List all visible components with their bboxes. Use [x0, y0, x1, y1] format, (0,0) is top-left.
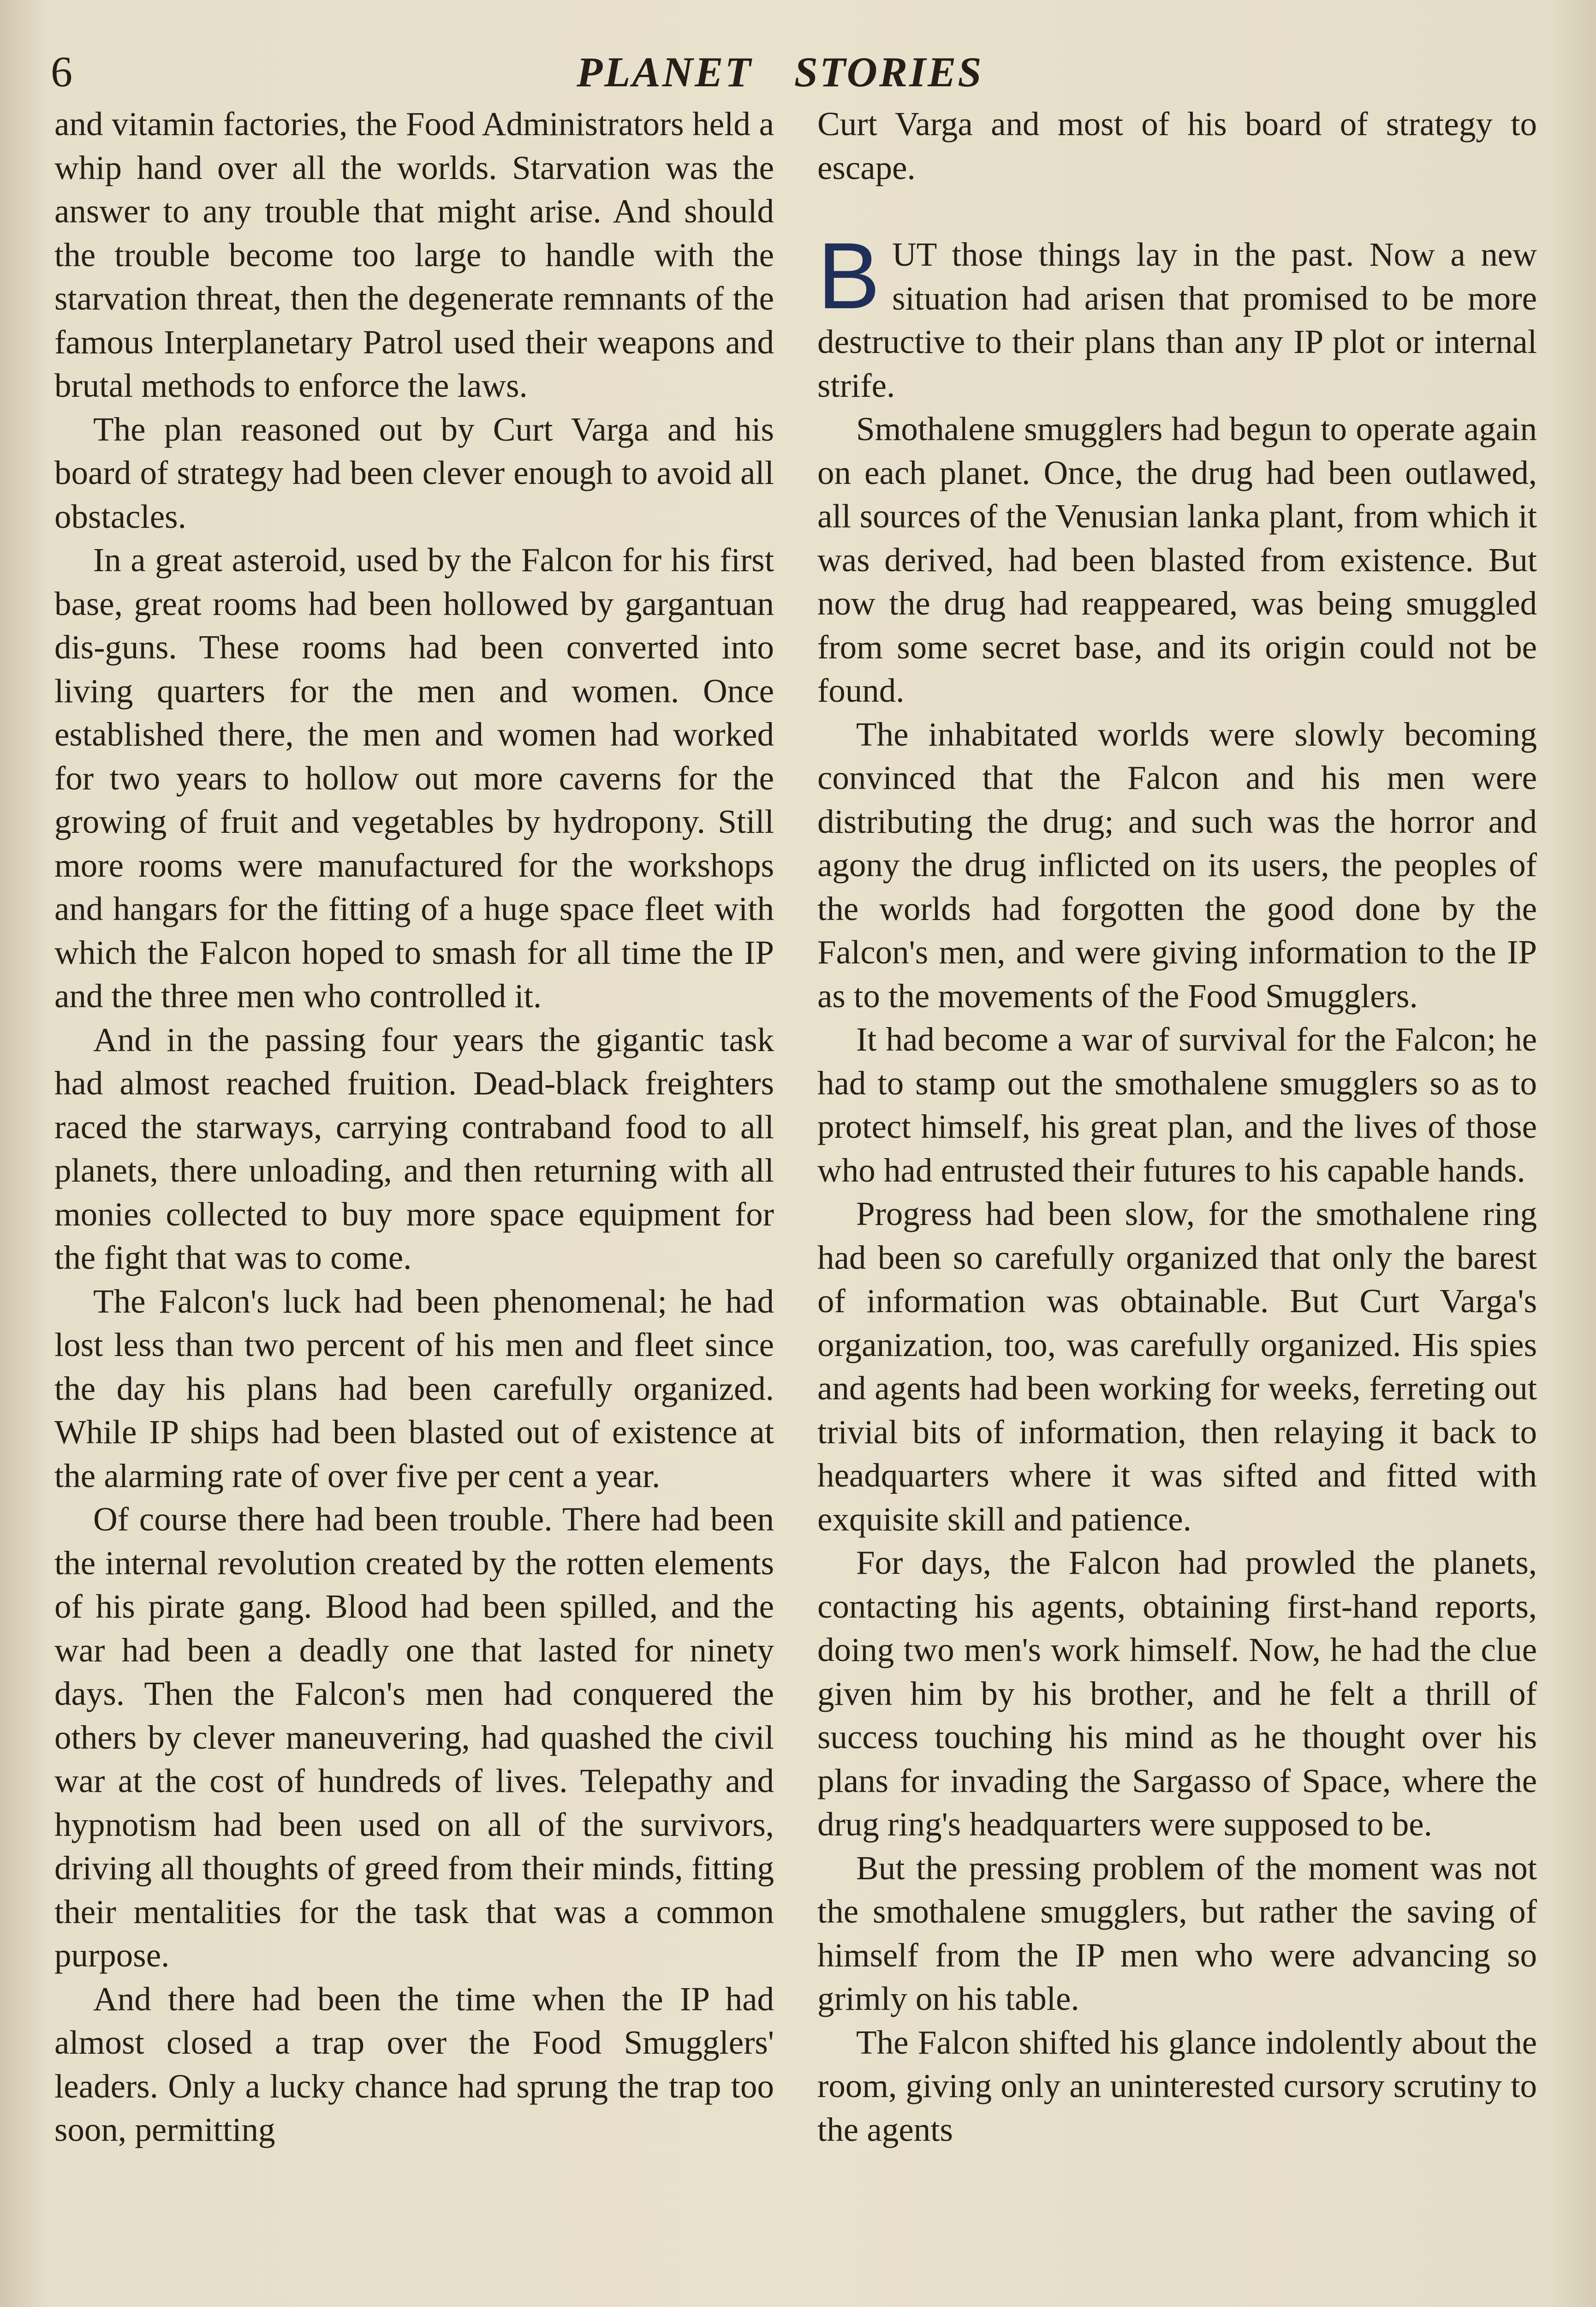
- magazine-title: [577, 44, 1025, 100]
- paragraph: In a great asteroid, used by the Falcon for his first base, great rooms had been hollowed by gargantuan dis-guns. These rooms had been converted into living quarters for the men and women. Once established there, the men and women had worked for two years to hollow out more caverns for the growing of fruit and vegetables by hydropony. Still more rooms were manufactured for the workshops and hangars for the fitting of a huge space fleet with which the Falcon hoped to smash for all time the IP and the three men who controlled it.: [54, 541, 774, 1015]
- paragraph: Smothalene smugglers had begun to operate again on each planet. Once, the drug had been outlawed, all sources of the Venusian lanka plant, from which it was derived, had been blasted from existence. But now the drug had reappeared, was being smuggled from some secret base, and its origin could not be found.: [817, 410, 1537, 709]
- magazine-title-word-1: PLANET: [577, 48, 753, 96]
- drop-cap: B: [817, 223, 881, 329]
- paragraph: Progress had been slow, for the smothalene ring had been so carefully organized that only the barest of information was obtainable. But Curt Varga's organization, too, was carefully organized. His spies and agents had been working for weeks, ferreting out trivial bits of information, then relaying it back to headquarters where it was sifted and fitted with exquisite skill and patience.: [817, 1195, 1537, 1538]
- paragraph: And in the passing four years the gigantic task had almost reached fruition. Dead-black freighters raced the starways, carrying contraband food to all planets, there unloading, and then returning with all monies collected to buy more space equipment for the fight that was to come.: [54, 1021, 774, 1276]
- paragraph: And there had been the time when the IP had almost closed a trap over the Food Smugglers' leaders. Only a lucky chance had sprung the trap too soon, permitting: [54, 1980, 774, 2148]
- paragraph: The Falcon shifted his glance indolently about the room, giving only an uninterested cursory scrutiny to the agents: [817, 2023, 1537, 2148]
- paragraph: Curt Varga and most of his board of strategy to escape.: [817, 105, 1537, 186]
- paragraph: For days, the Falcon had prowled the planets, contacting his agents, obtaining first-hand reports, doing two men's work himself. Now, he had the clue given him by his brother, and he felt a thrill of success touching his mind as he thought over his plans for invading the Sargasso of Space, where the drug ring's headquarters were supposed to be.: [817, 1544, 1537, 1843]
- page-number: 6: [51, 48, 72, 96]
- section-opening-text: UT those things lay in the past. Now a new situation had arisen that promised to be more destructive to their plans than any IP plot or internal strife.: [817, 236, 1537, 404]
- paragraph: It had become a war of survival for the Falcon; he had to stamp out the smothalene smugglers so as to protect himself, his great plan, and the lives of those who had entrusted their futures to his capable hands.: [817, 1021, 1537, 1189]
- paragraph: and vitamin factories, the Food Administrators held a whip hand over all the worlds. Starvation was the answer to any trouble that might arise. And should the trouble become too large to handle with the starvation threat, then the degenerate remnants of the famous Interplanetary Patrol used their weapons and brutal methods to enforce the laws.: [54, 105, 774, 404]
- paragraph: Of course there had been trouble. There had been the internal revolution created by the rotten elements of his pirate gang. Blood had been spilled, and the war had been a deadly one that lasted for ninety days. Then the Falcon's men had conquered the others by clever maneuvering, had quashed the civil war at the cost of hundreds of lives. Telepathy and hypnotism had been used on all of the survivors, driving all thoughts of greed from their minds, fitting their mentalities for the task that was a common purpose.: [54, 1500, 774, 1974]
- paragraph: But the pressing problem of the moment was not the smothalene smugglers, but rather the saving of himself from the IP men who were advancing so grimly on his table.: [817, 1849, 1537, 2017]
- magazine-title-word-2: STORIES: [794, 48, 983, 96]
- section-opening-paragraph: [817, 223, 1537, 407]
- page-header: [46, 44, 1541, 100]
- paragraph: The Falcon's luck had been phenomenal; he had lost less than two percent of his men and fleet since the day his plans had been carefully organized. While IP ships had been blasted out of existence at the alarming rate of over five per cent a year.: [54, 1282, 774, 1494]
- right-column: [817, 102, 1537, 2152]
- paragraph: The plan reasoned out by Curt Varga and his board of strategy had been clever enough to avoid all obstacles.: [54, 410, 774, 535]
- left-column: [54, 102, 774, 2152]
- paragraph: The inhabitated worlds were slowly becoming convinced that the Falcon and his men were distributing the drug; and such was the horror and agony the drug inflicted on its users, the peoples of the worlds had forgotten the good done by the Falcon's men, and were giving information to the IP as to the movements of the Food Smugglers.: [817, 715, 1537, 1015]
